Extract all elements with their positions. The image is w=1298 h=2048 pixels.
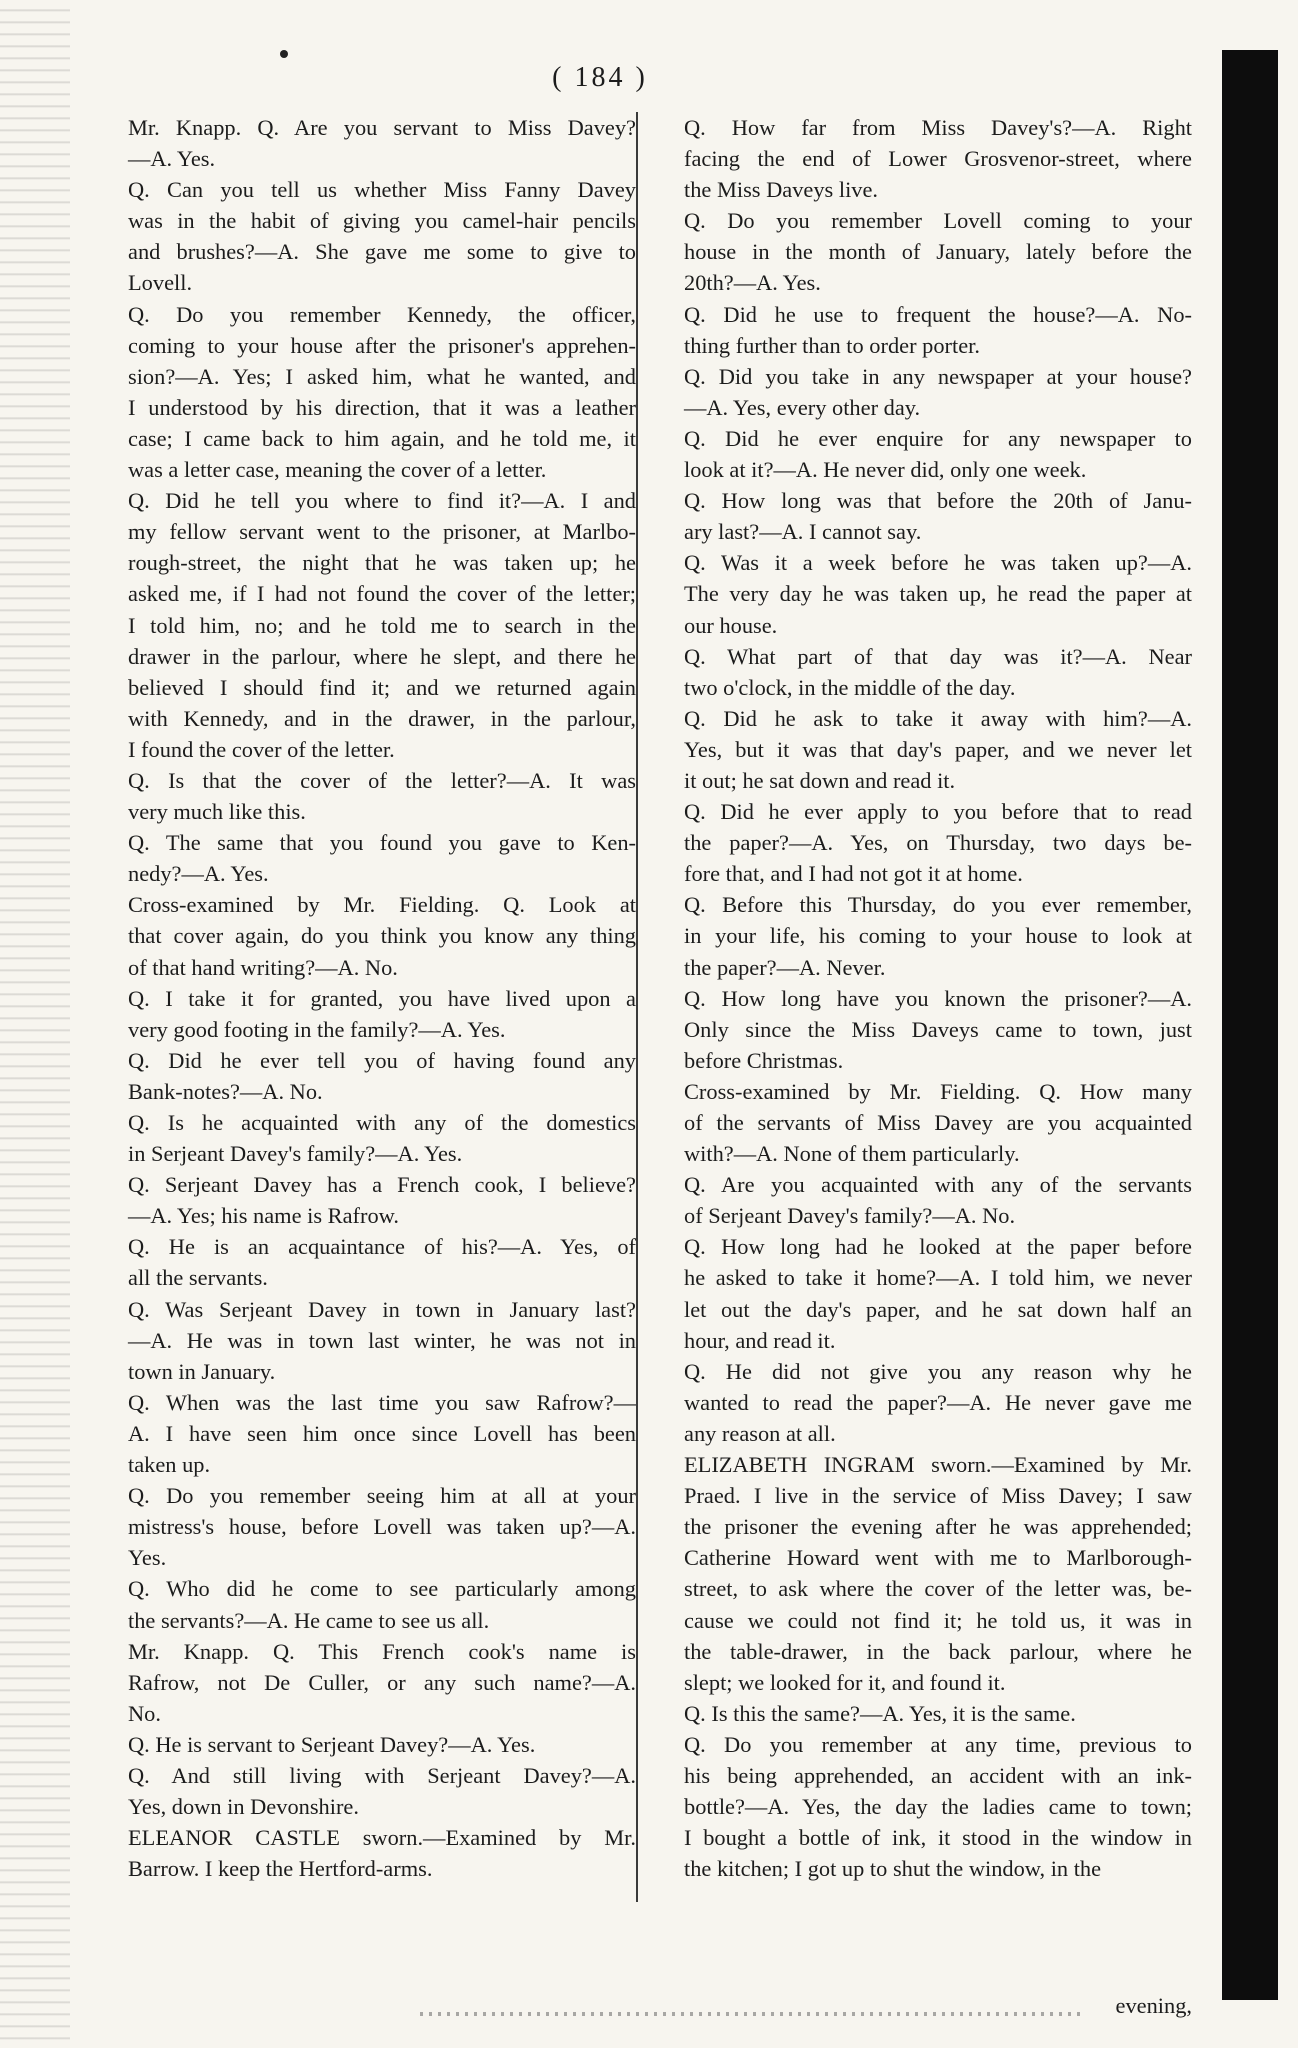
paragraph [100,1169,636,1231]
paragraph [656,299,1192,361]
text-line: Bank-notes?—A. No. [128,1078,323,1104]
paragraph [656,361,1192,423]
text-line: Q. Who did he come to see particularly among [128,1576,636,1602]
paragraph [100,1573,636,1635]
text-line: town in January. [128,1358,276,1384]
left-column [100,112,636,1884]
text-line: Q. Did he ask to take it away with him?—A. [684,705,1192,731]
text-line: look at it?—A. He never did, only one week. [684,457,1087,483]
text-line: Q. What part of that day was it?—A. Near [684,643,1192,669]
right-column [656,112,1192,1884]
text-line: —A. Yes, every other day. [684,394,921,420]
text-line: Q. Do you remember Lovell coming to your [684,208,1192,234]
paragraph [656,983,1192,1076]
text-line: Q. How long had he looked at the paper before [684,1234,1192,1260]
text-line: thing further than to order porter. [684,332,980,358]
text-line: facing the end of Lower Grosvenor-street, where [684,146,1192,172]
text-line: in your life, his coming to your house to look at [684,923,1192,949]
paragraph [656,889,1192,982]
text-line: fore that, and I had not got it at home. [684,861,1023,887]
paragraph [656,1231,1192,1355]
paragraph [656,1449,1192,1698]
text-line: that cover again, do you think you know any thing [128,923,636,949]
text-line: slept; we looked for it, and found it. [684,1669,1006,1695]
text-line: very good footing in the family?—A. Yes. [128,1016,506,1042]
text-line: Q. Do you remember at any time, previous to [684,1731,1192,1757]
page-number: ( 184 ) [552,62,648,93]
text-line: —A. Yes. [128,146,216,172]
paragraph [100,1387,636,1480]
text-line: Praed. I live in the service of Miss Davey; I saw [684,1483,1192,1509]
text-line: Q. Do you remember Kennedy, the officer, [128,301,636,327]
text-line: Q. Did he use to frequent the house?—A. No- [684,301,1192,327]
paragraph [100,1294,636,1387]
column-divider [636,112,638,1902]
paragraph [100,827,636,889]
text-line: I told him, no; and he told me to search in the [128,612,636,638]
text-line: Q. How long have you known the prisoner?—A. [684,985,1192,1011]
text-line: house in the month of January, lately before the [684,239,1192,265]
text-line: Q. He did not give you any reason why he [684,1358,1192,1384]
text-line: Only since the Miss Daveys came to town, just [684,1016,1192,1042]
text-line: with Kennedy, and in the drawer, in the parlour, [128,705,636,731]
text-line: asked me, if I had not found the cover of the letter; [128,581,636,607]
text-line: Q. How long was that before the 20th of Janu- [684,488,1192,514]
text-line: Q. The same that you found you gave to Ken- [128,830,636,856]
paragraph [100,485,636,765]
paragraph [100,1636,636,1729]
paragraph [656,796,1192,889]
text-line: in Serjeant Davey's family?—A. Yes. [128,1141,463,1167]
text-line: Yes. [128,1545,167,1571]
text-line: —A. He was in town last winter, he was not in [128,1327,636,1353]
catchword: evening, [1115,1993,1192,2018]
text-line: it out; he sat down and read it. [684,767,956,793]
paragraph [100,1107,636,1169]
text-line: Q. Can you tell us whether Miss Fanny Davey [128,177,636,203]
text-line: Cross-examined by Mr. Fielding. Q. How many [684,1078,1192,1104]
text-line: Barrow. I keep the Hertford-arms. [128,1856,433,1882]
scan-bottom-noise [420,2012,1080,2016]
text-line: Catherine Howard went with me to Marlborough- [684,1545,1192,1571]
text-line: 20th?—A. Yes. [684,270,821,296]
paragraph [656,205,1192,298]
text-line: Q. Are you acquainted with any of the servants [684,1172,1192,1198]
paragraph [100,174,636,298]
paragraph [100,112,636,174]
paragraph [656,1356,1192,1449]
text-line: Q. Is this the same?—A. Yes, it is the same. [684,1700,1076,1726]
text-line: The very day he was taken up, he read the paper at [684,581,1192,607]
text-line: Q. Serjeant Davey has a French cook, I believe? [128,1172,636,1198]
text-line: the Miss Daveys live. [684,177,879,203]
text-line: Q. Did he tell you where to find it?—A. I and [128,488,636,514]
text-line: Q. Before this Thursday, do you ever remember, [684,892,1192,918]
text-line: Q. Is that the cover of the letter?—A. It was [128,767,636,793]
text-line: I found the cover of the letter. [128,736,395,762]
text-line: Q. Did he ever tell you of having found any [128,1047,636,1073]
paragraph [656,1076,1192,1169]
text-line: rough-street, the night that he was taken up; he [128,550,636,576]
text-line: Q. He is an acquaintance of his?—A. Yes, of [128,1234,636,1260]
text-line: case; I came back to him again, and he told me, it [128,425,636,451]
text-line: Q. He is servant to Serjeant Davey?—A. Yes. [128,1731,536,1757]
paragraph [656,703,1192,796]
scan-edge-shadow [1222,50,1278,2000]
text-line: bottle?—A. Yes, the day the ladies came to town; [684,1794,1192,1820]
paragraph [100,983,636,1045]
text-line: nedy?—A. Yes. [128,861,269,887]
text-line: Q. Is he acquainted with any of the domestics [128,1110,636,1135]
text-line: the table-drawer, in the back parlour, where he [684,1638,1192,1664]
paragraph [100,299,636,486]
text-line: and brushes?—A. She gave me some to give to [128,239,636,265]
text-line: Mr. Knapp. Q. This French cook's name is [128,1638,636,1664]
text-line: the paper?—A. Never. [684,954,886,980]
text-line: of that hand writing?—A. No. [128,954,398,980]
text-line: with?—A. None of them particularly. [684,1141,1020,1167]
text-line: Q. And still living with Serjeant Davey?—A. [128,1762,636,1788]
text-line: two o'clock, in the middle of the day. [684,674,1016,700]
paragraph [656,1729,1192,1884]
text-line: ELEANOR CASTLE sworn.—Examined by Mr. [128,1825,636,1851]
text-line: sion?—A. Yes; I asked him, what he wanted, and [128,363,636,389]
text-line: ELIZABETH INGRAM sworn.—Examined by Mr. [684,1452,1192,1478]
text-line: Rafrow, not De Culler, or any such name?—A. [128,1669,636,1695]
text-line: Cross-examined by Mr. Fielding. Q. Look at [128,892,636,918]
text-line: the paper?—A. Yes, on Thursday, two days be- [684,830,1192,856]
paragraph [100,1729,636,1760]
text-line: —A. Yes; his name is Rafrow. [128,1203,399,1229]
text-line: our house. [684,612,778,638]
text-line: his being apprehended, an accident with an ink- [684,1762,1192,1788]
paragraph [656,485,1192,547]
text-line: before Christmas. [684,1047,844,1073]
text-line: Q. When was the last time you saw Rafrow?— [128,1389,636,1415]
text-line: let out the day's paper, and he sat down half an [684,1296,1192,1322]
text-line: A. I have seen him once since Lovell has been [128,1420,636,1446]
text-line: the prisoner the evening after he was apprehended; [684,1514,1192,1540]
text-line: Q. Did you take in any newspaper at your house? [684,363,1192,389]
text-line: cause we could not find it; he told us, it was in [684,1607,1192,1633]
text-line: wanted to read the paper?—A. He never gave me [684,1389,1192,1415]
text-line: coming to your house after the prisoner's apprehen- [128,332,636,358]
text-line: the kitchen; I got up to shut the window, in the [684,1856,1102,1882]
ink-dot [280,50,288,58]
paragraph [656,547,1192,640]
text-line: Q. Do you remember seeing him at all at your [128,1483,636,1509]
text-line: of the servants of Miss Davey are you acquainted [684,1110,1192,1135]
paragraph [100,1231,636,1293]
text-line: No. [128,1700,161,1726]
text-line: the servants?—A. He came to see us all. [128,1607,490,1633]
paragraph [100,1045,636,1107]
text-line: hour, and read it. [684,1327,836,1353]
text-line: was a letter case, meaning the cover of a letter. [128,457,547,483]
text-line: Q. How far from Miss Davey's?—A. Right [684,115,1192,140]
paragraph [100,889,636,982]
text-line: he asked to take it home?—A. I told him, we never [684,1265,1192,1291]
text-line: Q. Did he ever apply to you before that to read [684,799,1192,825]
text-line: of Serjeant Davey's family?—A. No. [684,1203,1016,1229]
paragraph [656,112,1192,205]
text-line: Q. Was Serjeant Davey in town in January last? [128,1296,636,1322]
paragraph [656,1169,1192,1231]
text-line: street, to ask where the cover of the letter was, be- [684,1576,1192,1602]
paragraph [100,1480,636,1573]
text-line: taken up. [128,1452,211,1478]
text-line: Q. I take it for granted, you have lived upon a [128,985,636,1011]
text-line: I bought a bottle of ink, it stood in the window in [684,1825,1192,1851]
text-line: Q. Was it a week before he was taken up?—A. [684,550,1192,576]
paragraph [100,1822,636,1884]
text-line: drawer in the parlour, where he slept, and there he [128,643,636,669]
text-line: I understood by his direction, that it was a leather [128,394,636,420]
text-line: any reason at all. [684,1420,836,1446]
text-line: Lovell. [128,270,193,296]
text-line: all the servants. [128,1265,268,1291]
text-line: mistress's house, before Lovell was taken up?—A. [128,1514,636,1540]
paragraph [656,423,1192,485]
paragraph [656,641,1192,703]
paragraph [656,1698,1192,1729]
scan-gutter-noise [0,0,70,2048]
paragraph [100,765,636,827]
text-line: Yes, down in Devonshire. [128,1794,359,1820]
text-line: ary last?—A. I cannot say. [684,519,922,545]
paragraph [100,1760,636,1822]
text-line: Q. Did he ever enquire for any newspaper to [684,425,1192,451]
text-line: Yes, but it was that day's paper, and we never let [684,736,1192,762]
text-line: believed I should find it; and we returned again [128,674,636,700]
text-line: Mr. Knapp. Q. Are you servant to Miss Davey? [128,115,636,140]
text-line: was in the habit of giving you camel-hair pencils [128,208,636,234]
text-line: my fellow servant went to the prisoner, at Marlbo- [128,519,636,545]
text-line: very much like this. [128,799,306,825]
